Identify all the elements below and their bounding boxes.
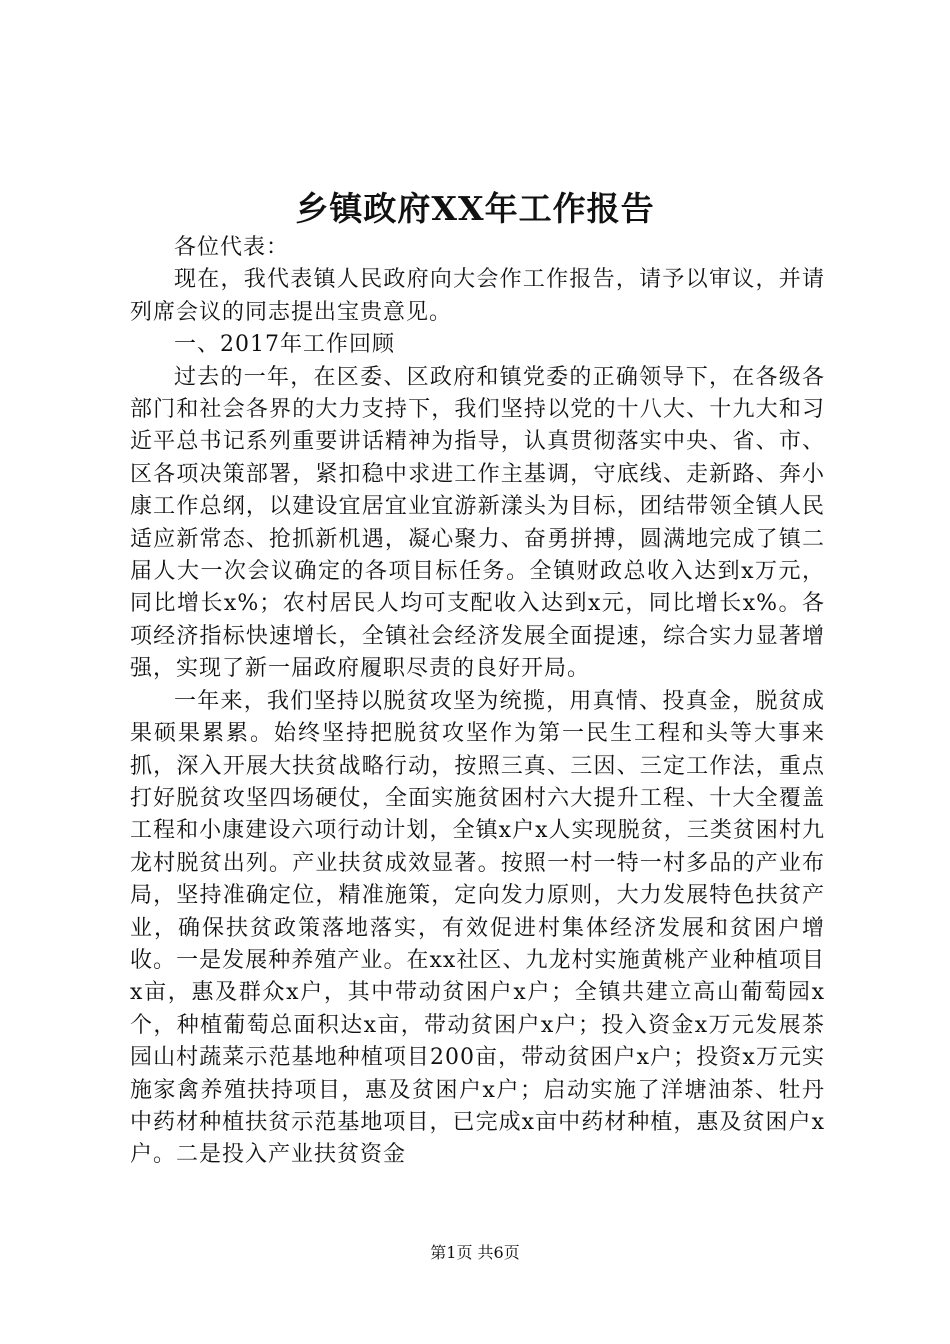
page-number: 第1页 共6页 (430, 1243, 520, 1262)
paragraph-review: 过去的一年，在区委、区政府和镇党委的正确领导下，在各级各部门和社会各界的大力支持下，我们坚持以党的十八大、十九大和习近平总书记系列重要讲话精神为指导，认真贯彻落实中央、省、市、区各项决策部署，紧扣稳中求进工作主基调，守底线、走新路、奔小康工作总纲，以建设宜居宜业宜游新漾头为目标，团结带领全镇人民适应新常态、抢抓新机遇，凝心聚力、奋勇拼搏，圆满地完成了镇二届人大一次会议确定的各项目标任务。全镇财政总收入达到x万元，同比增长x%；农村居民人均可支配收入达到x元，同比增长x%。各项经济指标快速增长，全镇社会经济发展全面提速，综合实力显著增强，实现了新一届政府履职尽责的良好开局。 (130, 364, 825, 682)
paragraph-intro: 现在，我代表镇人民政府向大会作工作报告，请予以审议，并请列席会议的同志提出宝贵意见。 (130, 267, 825, 325)
paragraph-poverty: 一年来，我们坚持以脱贫攻坚为统揽，用真情、投真金，脱贫成果硕果累累。始终坚持把脱贫攻坚作为第一民生工程和头等大事来抓，深入开展大扶贫战略行动，按照三真、三因、三定工作法，重点打好脱贫攻坚四场硬仗，全面实施贫困村六大提升工程、十大全覆盖工程和小康建设六项行动计划，全镇x户x人实现脱贫，三类贫困村九龙村脱贫出列。产业扶贫成效显著。按照一村一特一村多品的产业布局，坚持准确定位，精准施策，定向发力原则，大力发展特色扶贫产业，确保扶贫政策落地落实，有效促进村集体经济发展和贫困户增收。一是发展种养殖产业。在xx社区、九龙村实施黄桃产业种植项目x亩，惠及群众x户，其中带动贫困户x户；全镇共建立高山葡萄园x个，种植葡萄总面积达x亩，带动贫困户x户；投入资金x万元发展茶园山村蔬菜示范基地种植项目200亩，带动贫困户x户；投资x万元实施家禽养殖扶持项目，惠及贫困户x户；启动实施了洋塘油茶、牡丹中药材种植扶贫示范基地项目，已完成x亩中药材种植，惠及贫困户x户。二是投入产业扶贫资金 (130, 688, 825, 1168)
document-title: 乡镇政府XX年工作报告 (295, 189, 655, 228)
document-body (130, 232, 825, 1172)
salutation: 各位代表： (174, 235, 290, 260)
section-heading: 一、2017年工作回顾 (174, 332, 395, 358)
